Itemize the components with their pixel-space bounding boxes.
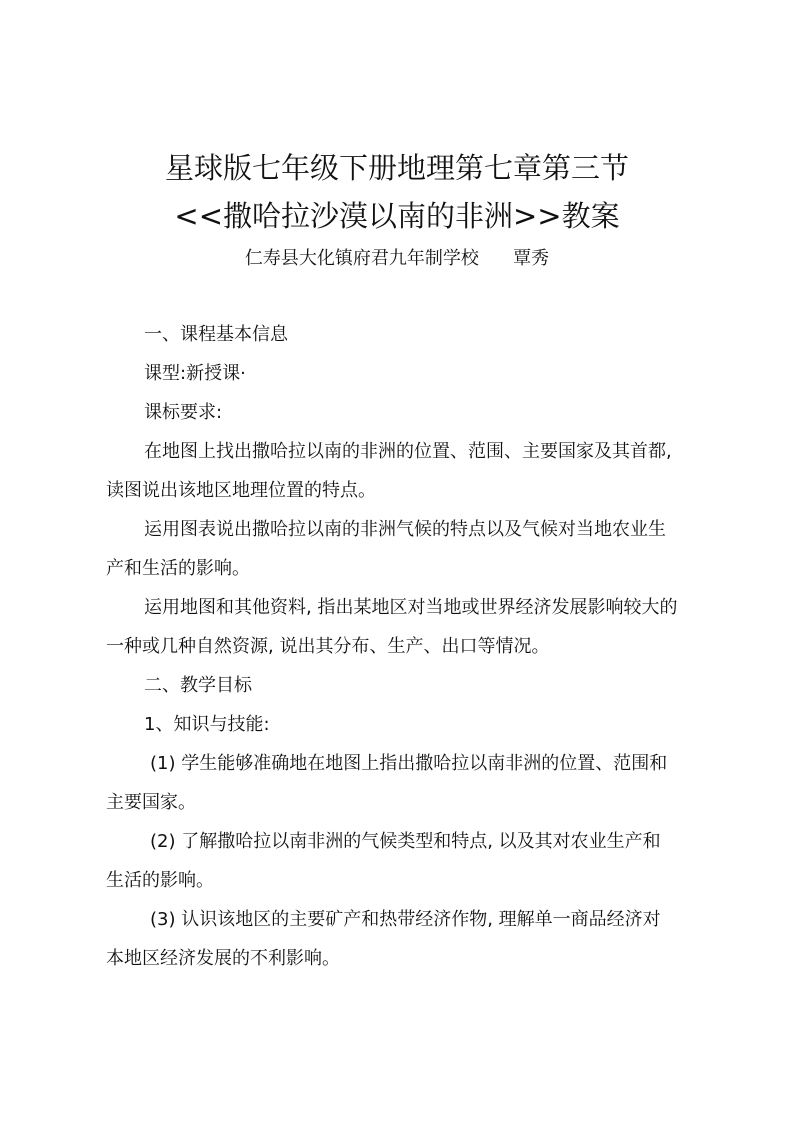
standards-label: 课标要求: bbox=[144, 402, 223, 423]
document-title-line2: <<撒哈拉沙漠以南的非洲>>教案 bbox=[174, 199, 620, 233]
objective-1-line2: 主要国家。 bbox=[106, 792, 196, 813]
standard-1-line2: 读图说出该地区地理位置的特点。 bbox=[106, 480, 376, 501]
document-title-line1: 星球版七年级下册地理第七章第三节 bbox=[164, 151, 629, 185]
subsection1-heading: 1、知识与技能: bbox=[144, 714, 270, 735]
section1-heading: 一、课程基本信息 bbox=[144, 324, 288, 345]
objective-3-line2: 本地区经济发展的不利影响。 bbox=[106, 948, 340, 969]
objective-2-line1: (2) 了解撒哈拉以南非洲的气候类型和特点, 以及其对农业生产和 bbox=[150, 831, 661, 852]
standard-2-line2: 产和生活的影响。 bbox=[106, 558, 250, 579]
standard-3-line2: 一种或几种自然资源, 说出其分布、生产、出口等情况。 bbox=[106, 636, 550, 657]
author-line: 仁寿县大化镇府君九年制学校 覃秀 bbox=[244, 248, 550, 269]
lesson-type: 课型:新授课· bbox=[144, 363, 246, 384]
standard-1-line1: 在地图上找出撒哈拉以南的非洲的位置、范围、主要国家及其首都, bbox=[144, 441, 672, 462]
standard-3-line1: 运用地图和其他资料, 指出某地区对当地或世界经济发展影响较大的 bbox=[144, 597, 678, 618]
objective-3-line1: (3) 认识该地区的主要矿产和热带经济作物, 理解单一商品经济对 bbox=[150, 909, 661, 930]
objective-2-line2: 生活的影响。 bbox=[106, 870, 214, 891]
section2-heading: 二、教学目标 bbox=[144, 675, 252, 696]
objective-1-line1: (1) 学生能够准确地在地图上指出撒哈拉以南非洲的位置、范围和 bbox=[150, 753, 668, 774]
standard-2-line1: 运用图表说出撒哈拉以南的非洲气候的特点以及气候对当地农业生 bbox=[144, 519, 666, 540]
